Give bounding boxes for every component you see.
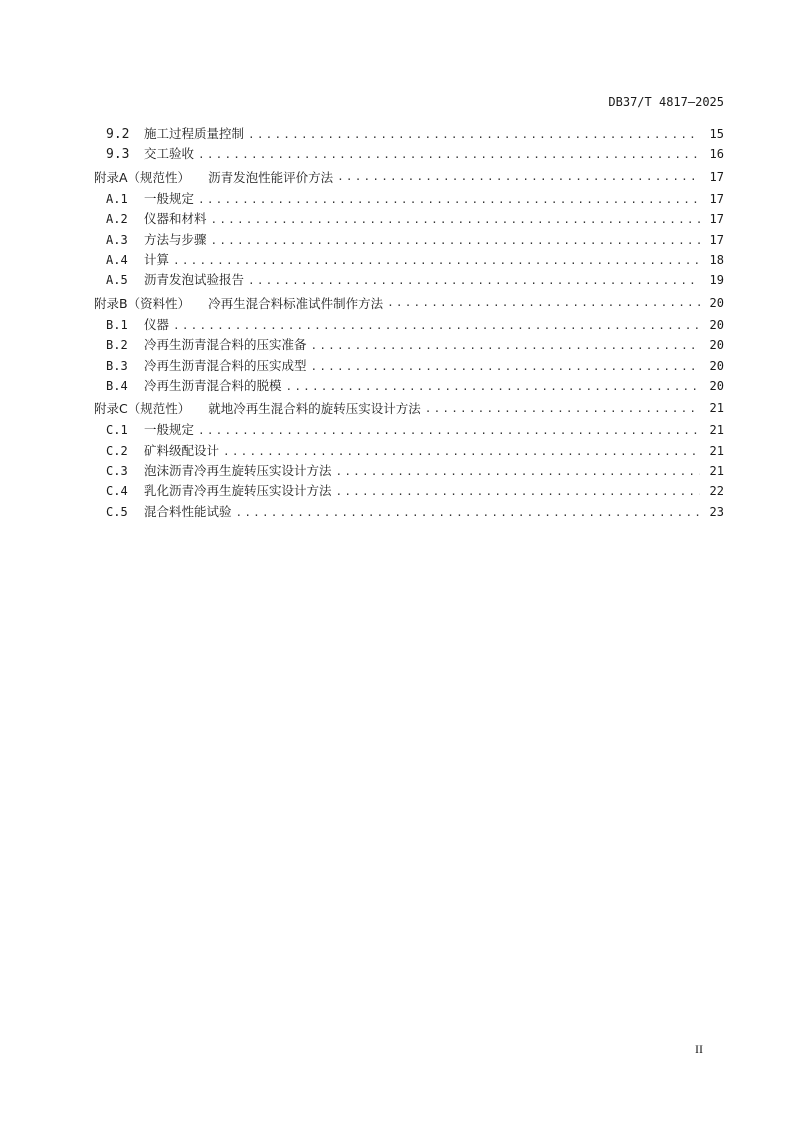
toc-entry-page: 20 xyxy=(709,338,724,353)
toc-entry-page: 15 xyxy=(709,127,724,141)
toc-entry-title: 沥青发泡试验报告 xyxy=(144,272,245,288)
toc-entry-title: 泡沫沥青冷再生旋转压实设计方法 xyxy=(144,463,332,479)
toc-entry-title: 冷再生混合料标准试件制作方法 xyxy=(208,295,384,311)
toc-entry-a-2[interactable] xyxy=(94,209,724,229)
toc-entry-number: C.1 xyxy=(106,423,128,438)
toc-dot-leader xyxy=(248,128,700,141)
toc-entry-title: 仪器和材料 xyxy=(144,211,207,227)
table-of-contents xyxy=(94,124,724,522)
toc-entry-c-3[interactable] xyxy=(94,461,724,481)
toc-entry-page: 21 xyxy=(709,464,724,479)
toc-entry-title: 方法与步骤 xyxy=(144,231,207,247)
toc-entry-page: 21 xyxy=(709,401,724,416)
toc-entry-title: 交工验收 xyxy=(144,146,195,162)
toc-entry-title: 冷再生沥青混合料的压实成型 xyxy=(144,357,307,373)
toc-dot-leader xyxy=(286,380,700,393)
toc-dot-leader xyxy=(198,148,700,161)
toc-entry-number: B.1 xyxy=(106,317,128,332)
toc-entry-appendix-c[interactable] xyxy=(94,396,724,420)
toc-entry-title: 计算 xyxy=(144,251,170,267)
toc-entry-number: A.3 xyxy=(106,232,128,247)
toc-dot-leader xyxy=(211,234,700,247)
toc-entry-title: 一般规定 xyxy=(144,422,195,438)
toc-entry-b-1[interactable] xyxy=(94,315,724,335)
toc-entry-page: 17 xyxy=(709,169,724,184)
toc-dot-leader xyxy=(173,319,700,332)
toc-entry-number: 9.2 xyxy=(106,127,130,142)
toc-entry-title: 矿料级配设计 xyxy=(144,442,220,458)
toc-dot-leader xyxy=(387,296,700,309)
appendix-label: 附录C（规范性） xyxy=(94,401,191,417)
toc-entry-number: C.4 xyxy=(106,484,128,499)
toc-entry-number: C.3 xyxy=(106,464,128,479)
toc-entry-title: 冷再生沥青混合料的压实准备 xyxy=(144,337,307,353)
toc-entry-c-5[interactable] xyxy=(94,502,724,522)
toc-entry-page: 20 xyxy=(709,378,724,393)
toc-entry-title: 冷再生沥青混合料的脱模 xyxy=(144,377,282,393)
toc-entry-page: 19 xyxy=(709,273,724,288)
toc-entry-c-2[interactable] xyxy=(94,441,724,461)
toc-entry-page: 23 xyxy=(709,504,724,519)
toc-dot-leader xyxy=(198,193,700,206)
toc-entry-page: 17 xyxy=(709,232,724,247)
toc-entry-title: 施工过程质量控制 xyxy=(144,126,245,141)
toc-entry-title: 仪器 xyxy=(144,316,170,332)
toc-entry-number: C.2 xyxy=(106,443,128,458)
toc-dot-leader xyxy=(236,506,700,519)
toc-entry-page: 20 xyxy=(709,358,724,373)
toc-entry-b-3[interactable] xyxy=(94,356,724,376)
toc-dot-leader xyxy=(337,170,700,183)
toc-entry-c-1[interactable] xyxy=(94,420,724,440)
toc-entry-title: 乳化沥青冷再生旋转压实设计方法 xyxy=(144,483,332,499)
toc-entry-number: 9.3 xyxy=(106,147,130,163)
toc-entry-title: 混合料性能试验 xyxy=(144,503,232,519)
toc-entry-page: 21 xyxy=(709,423,724,438)
toc-entry-appendix-a[interactable] xyxy=(94,165,724,189)
toc-entry-page: 18 xyxy=(709,252,724,267)
toc-entry-page: 22 xyxy=(709,484,724,499)
toc-dot-leader xyxy=(311,360,700,373)
toc-entry-number: A.1 xyxy=(106,191,128,206)
page-number: II xyxy=(695,1042,703,1056)
toc-dot-leader xyxy=(173,254,700,267)
toc-dot-leader xyxy=(248,274,700,287)
toc-dot-leader xyxy=(211,213,700,226)
toc-entry-page: 20 xyxy=(709,317,724,332)
toc-entry-c-4[interactable] xyxy=(94,481,724,501)
toc-entry-number: A.5 xyxy=(106,273,128,288)
toc-entry-9-3[interactable] xyxy=(94,144,724,164)
toc-entry-number: A.2 xyxy=(106,212,128,227)
toc-dot-leader xyxy=(336,485,700,498)
toc-entry-number: B.4 xyxy=(106,378,128,393)
toc-entry-number: C.5 xyxy=(106,504,128,519)
toc-entry-number: A.4 xyxy=(106,252,128,267)
toc-dot-leader xyxy=(425,402,700,415)
toc-entry-title: 沥青发泡性能评价方法 xyxy=(208,169,334,185)
toc-dot-leader xyxy=(223,445,700,458)
toc-entry-title: 就地冷再生混合料的旋转压实设计方法 xyxy=(208,401,421,417)
toc-entry-page: 17 xyxy=(709,212,724,227)
toc-entry-page: 16 xyxy=(709,147,724,162)
toc-entry-page: 20 xyxy=(709,295,724,310)
toc-entry-a-1[interactable] xyxy=(94,189,724,209)
toc-entry-page: 21 xyxy=(709,443,724,458)
toc-entry-9-2[interactable] xyxy=(94,124,724,144)
toc-entry-page: 17 xyxy=(709,191,724,206)
appendix-label: 附录B（资料性） xyxy=(94,295,191,311)
toc-dot-leader xyxy=(198,424,700,437)
toc-entry-b-4[interactable] xyxy=(94,376,724,396)
toc-entry-b-2[interactable] xyxy=(94,335,724,355)
toc-entry-number: B.3 xyxy=(106,358,128,373)
toc-entry-a-3[interactable] xyxy=(94,230,724,250)
toc-entry-number: B.2 xyxy=(106,338,128,353)
toc-dot-leader xyxy=(311,339,700,352)
appendix-label: 附录A（规范性） xyxy=(94,169,191,185)
toc-dot-leader xyxy=(336,465,700,478)
toc-entry-a-5[interactable] xyxy=(94,270,724,290)
toc-entry-title: 一般规定 xyxy=(144,190,195,206)
toc-entry-appendix-b[interactable] xyxy=(94,291,724,315)
document-code: DB37/T 4817—2025 xyxy=(608,95,724,109)
toc-entry-a-4[interactable] xyxy=(94,250,724,270)
